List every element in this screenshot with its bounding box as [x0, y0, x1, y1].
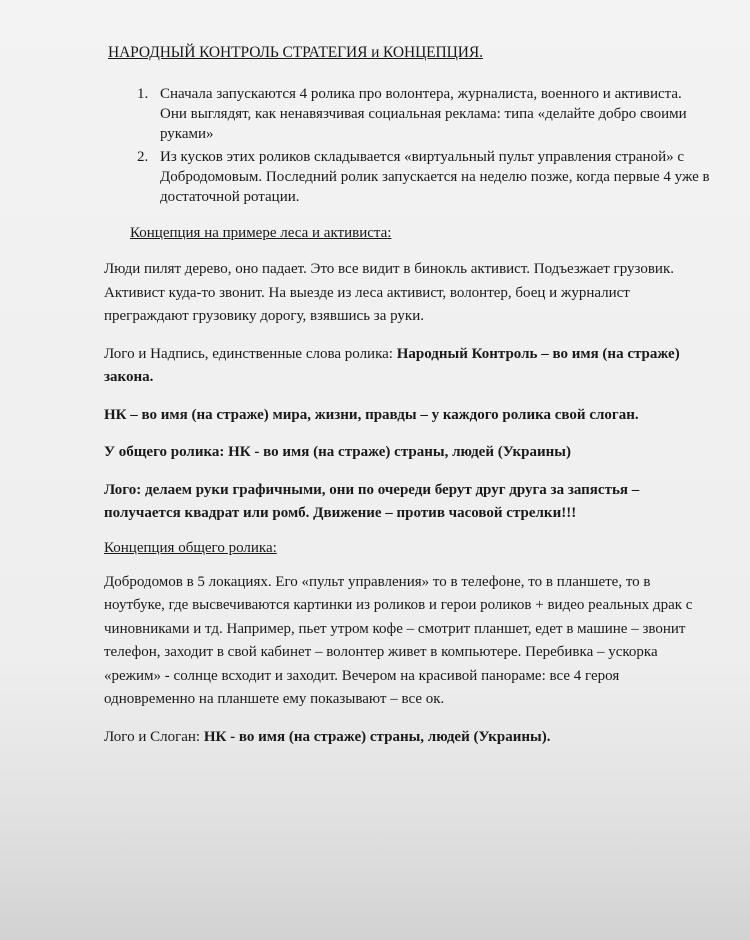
paragraph-common-slogan: У общего ролика: НК - во имя (на страже) страны, людей (Украины)	[104, 444, 571, 460]
heading-common-concept: Концепция общего ролика:	[104, 539, 277, 556]
numbered-list	[104, 84, 710, 207]
list-item: 1. Сначала запускаются 4 ролика про волонтера, журналиста, военного и активиста. Они выглядят, как ненавязчивая социальная реклама: типа «делайте добро своими руками»	[152, 84, 710, 144]
logo-intro-text: Лого и Надпись, единственные слова ролика:	[104, 345, 397, 362]
paragraph-forest: Люди пилят дерево, оно падает. Это все видит в бинокль активист. Подъезжает грузовик. Активист куда-то звонит. На выезде из леса активист, волонтер, боец и журналист преграждают грузовику дорогу, взявшись за руки.	[104, 261, 674, 324]
paragraph-final-slogan	[104, 726, 710, 750]
paragraph-logo	[104, 343, 710, 390]
paragraph-nk-slogan: НК – во имя (на страже) мира, жизни, правды – у каждого ролика свой слоган.	[104, 406, 639, 423]
final-bold-text: НК - во имя (на страже) страны, людей (Украины).	[203, 728, 551, 745]
final-intro-text: Лого и Слоган:	[104, 728, 204, 745]
logo-bold-text: Народный Контроль – во имя (на страже) закона.	[104, 345, 680, 385]
list-item: 2. Из кусков этих роликов складывается «виртуальный пульт управления страной» с Добродомовым. Последний ролик запускается на неделю позже, когда первые 4 уже в достаточной ротации.	[152, 147, 710, 207]
paragraph-logo-hands: Лого: делаем руки графичными, они по очереди берут друг друга за запястья – получается квадрат или ромб. Движение – против часовой стрелки!!!	[104, 481, 640, 521]
heading-forest-concept: Концепция на примере леса и активиста:	[130, 225, 392, 241]
document-title: НАРОДНЫЙ КОНТРОЛЬ СТРАТЕГИЯ и КОНЦЕПЦИЯ.	[108, 44, 483, 61]
paragraph-common-concept: Добродомов в 5 локациях. Его «пульт управления» то в телефоне, то в планшете, то в ноутбуке, где высвечиваются картинки из роликов и герои роликов + видео реальных драк с чиновниками и тд. Например, пьет утром кофе – смотрит планшет, едет в машине – звонит телефон, заходит в свой кабинет – волонтер живет в компьютере. Перебивка – ускорка «режим» - солнце всходит и заходит. Вечером на красивой панораме: все 4 героя одновременно на планшете ему показывают – все ок.	[104, 573, 693, 707]
